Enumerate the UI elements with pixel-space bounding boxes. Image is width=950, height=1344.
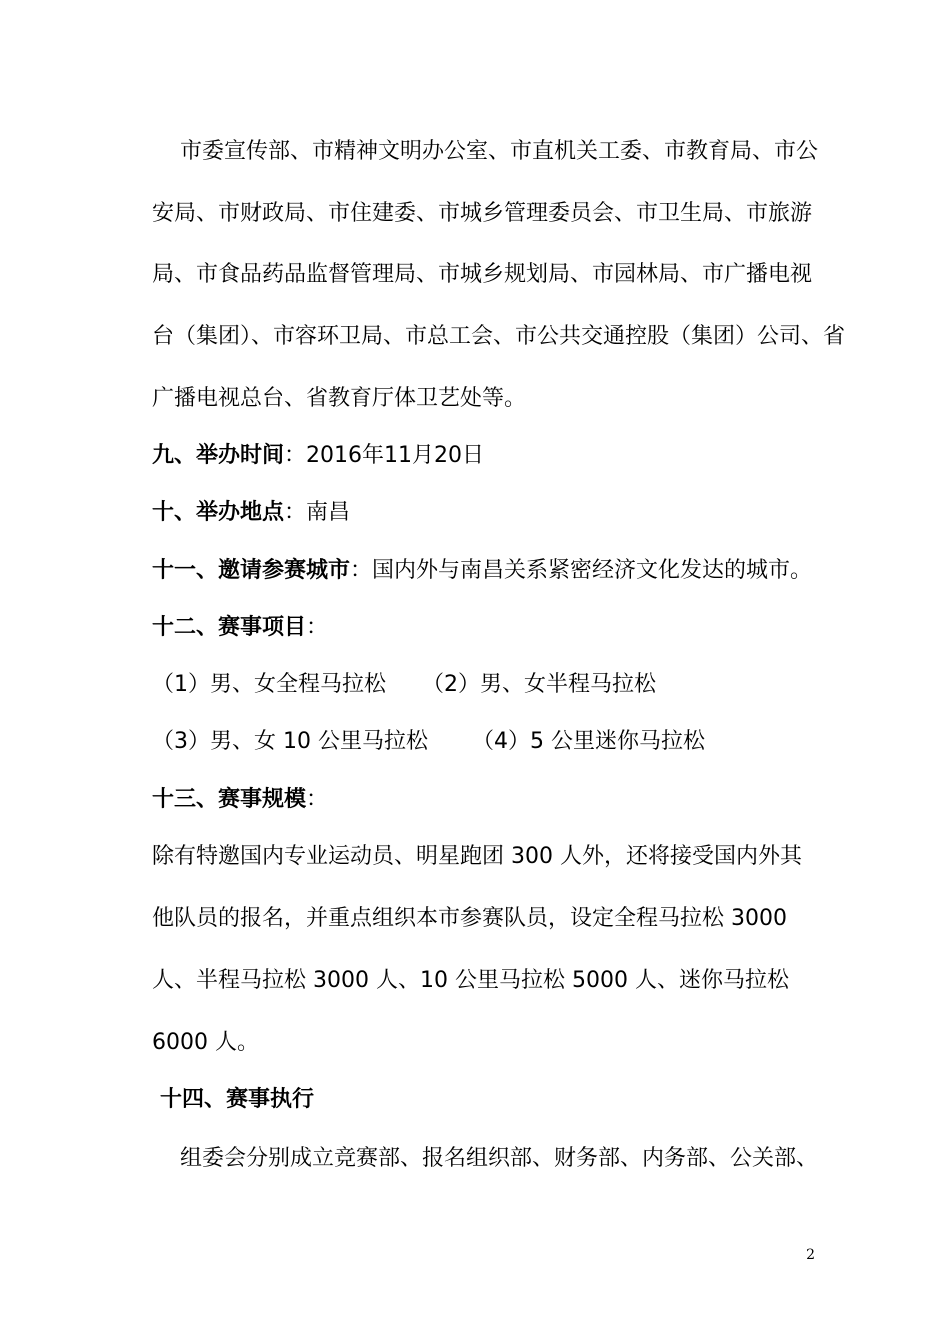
event-item-4: （4）5 公里迷你马拉松 (472, 729, 705, 754)
section-12-heading: 十二、赛事项目 (152, 615, 307, 640)
section-10-colon: ： (284, 500, 307, 525)
units-line-5: 广播电视总台、省教育厅体卫艺处等。 (152, 386, 527, 411)
units-line-4: 台（集团）、市容环卫局、市总工会、市公共交通控股（集团）公司、省 (152, 324, 846, 349)
scale-line-3: 人、半程马拉松 3000 人、10 公里马拉松 5000 人、迷你马拉松 (152, 968, 789, 993)
section-10-row (152, 498, 812, 528)
section-13-row (152, 785, 812, 815)
section-11-value: 国内外与南昌关系紧密经济文化发达的城市。 (372, 558, 813, 583)
section-12-row (152, 613, 812, 643)
page-number: 2 (806, 1247, 815, 1263)
event-item-2: （2）男、女半程马拉松 (422, 672, 656, 697)
execution-line-1: 组委会分别成立竞赛部、报名组织部、财务部、内务部、公关部、 (180, 1146, 819, 1171)
section-12-colon: ： (306, 615, 329, 640)
section-14-heading: 十四、赛事执行 (160, 1087, 315, 1112)
section-10-value: 南昌 (306, 500, 351, 525)
section-13-colon: ： (306, 787, 329, 812)
scale-line-2: 他队员的报名，并重点组织本市参赛队员，设定全程马拉松 3000 (152, 906, 787, 931)
units-line-2: 安局、市财政局、市住建委、市城乡管理委员会、市卫生局、市旅游 (152, 201, 813, 226)
scale-line-1: 除有特邀国内专业运动员、明星跑团 300 人外，还将接受国内外其 (152, 844, 802, 869)
event-item-3: （3）男、女 10 公里马拉松 (152, 729, 428, 754)
section-11-colon: ： (350, 558, 373, 583)
section-9-colon: ： (284, 443, 307, 468)
units-line-1: 市委宣传部、市精神文明办公室、市直机关工委、市教育局、市公 (180, 139, 819, 164)
section-9-value: 2016年11月20日 (306, 443, 485, 468)
section-9-row (152, 441, 812, 471)
section-10-heading: 十、举办地点 (152, 500, 285, 525)
section-9-heading: 九、举办时间 (152, 443, 285, 468)
scale-line-4: 6000 人。 (152, 1030, 259, 1055)
units-line-3: 局、市食品药品监督管理局、市城乡规划局、市园林局、市广播电视 (152, 262, 813, 287)
event-item-1: （1）男、女全程马拉松 (152, 672, 386, 697)
section-13-heading: 十三、赛事规模 (152, 787, 307, 812)
section-11-heading: 十一、邀请参赛城市 (152, 558, 351, 583)
section-11-row (152, 556, 812, 586)
